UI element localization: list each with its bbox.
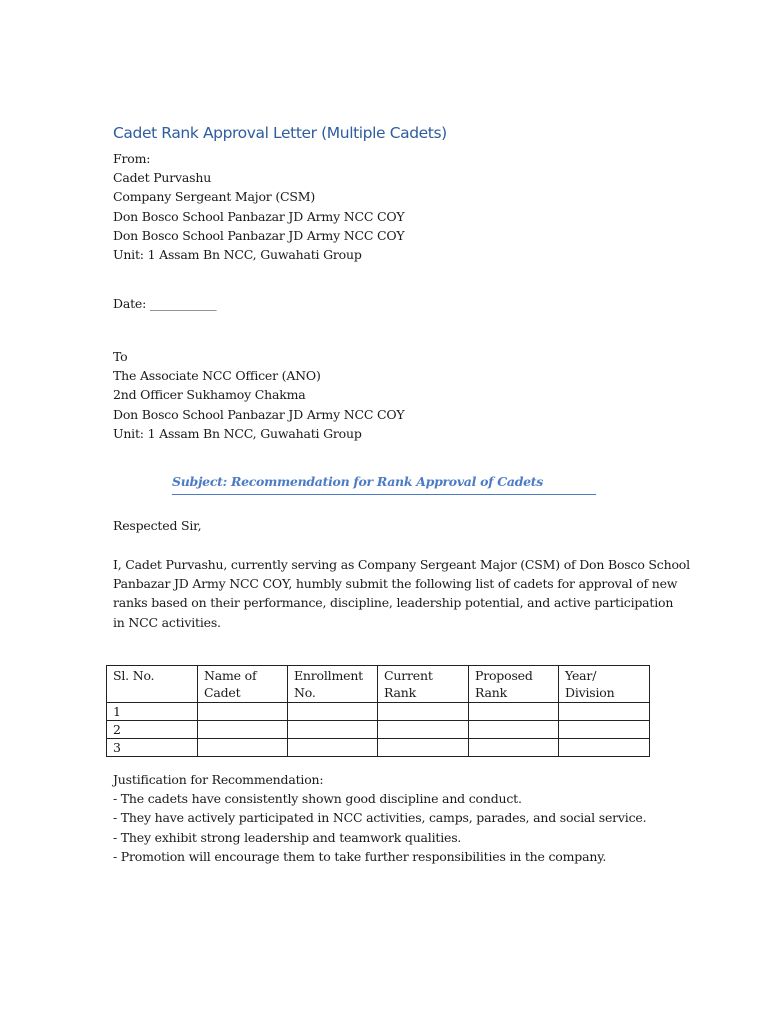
to-label: To bbox=[113, 349, 128, 364]
page-title: Cadet Rank Approval Letter (Multiple Cadets) bbox=[113, 124, 447, 142]
body-line: Panbazar JD Army NCC COY, humbly submit the following list of cadets for approval of new bbox=[113, 576, 678, 592]
from-line: Company Sergeant Major (CSM) bbox=[113, 189, 315, 205]
table-cell bbox=[198, 703, 288, 721]
header-enrollment-no: Enrollment No. bbox=[288, 666, 378, 703]
table-cell: 1 bbox=[107, 703, 198, 721]
justification-block bbox=[113, 770, 646, 866]
table-cell bbox=[198, 721, 288, 739]
body-line: in NCC activities. bbox=[113, 614, 221, 630]
subject-line: Subject: Recommendation for Rank Approval of Cadets bbox=[172, 474, 596, 495]
from-label: From: bbox=[113, 151, 151, 166]
table-cell bbox=[559, 721, 650, 739]
header-year-division: Year/ Division bbox=[559, 666, 650, 703]
table-cell bbox=[198, 739, 288, 757]
table-cell bbox=[469, 739, 559, 757]
table-cell bbox=[559, 703, 650, 721]
justification-point: - They have actively participated in NCC activities, camps, parades, and social service. bbox=[113, 810, 647, 826]
table-header-row bbox=[107, 666, 650, 703]
salutation: Respected Sir, bbox=[113, 518, 202, 533]
table-row bbox=[107, 721, 650, 739]
from-line: Cadet Purvashu bbox=[113, 170, 212, 186]
date-line: Date: ___________ bbox=[113, 296, 217, 311]
table-cell bbox=[288, 739, 378, 757]
header-proposed-rank: Proposed Rank bbox=[469, 666, 559, 703]
justification-heading: Justification for Recommendation: bbox=[113, 772, 324, 787]
table-cell bbox=[559, 739, 650, 757]
table-cell bbox=[469, 703, 559, 721]
table-cell bbox=[288, 703, 378, 721]
header-name-of-cadet: Name of Cadet bbox=[198, 666, 288, 703]
table-cell: 2 bbox=[107, 721, 198, 739]
from-line: Unit: 1 Assam Bn NCC, Guwahati Group bbox=[113, 246, 362, 262]
table-cell bbox=[378, 721, 469, 739]
body-line: I, Cadet Purvashu, currently serving as Company Sergeant Major (CSM) of Don Bosco School bbox=[113, 557, 690, 572]
header-current-rank: Current Rank bbox=[378, 666, 469, 703]
table-cell bbox=[469, 721, 559, 739]
justification-point: - They exhibit strong leadership and teamwork qualities. bbox=[113, 829, 462, 845]
to-line: Don Bosco School Panbazar JD Army NCC COY bbox=[113, 406, 405, 422]
table-cell bbox=[288, 721, 378, 739]
table-row bbox=[107, 703, 650, 721]
justification-point: - The cadets have consistently shown good discipline and conduct. bbox=[113, 791, 522, 807]
table-cell: 3 bbox=[107, 739, 198, 757]
cadet-table bbox=[106, 665, 650, 757]
table-cell bbox=[378, 703, 469, 721]
justification-point: - Promotion will encourage them to take further responsibilities in the company. bbox=[113, 848, 607, 864]
to-line: Unit: 1 Assam Bn NCC, Guwahati Group bbox=[113, 425, 362, 441]
table-cell bbox=[378, 739, 469, 757]
from-block bbox=[113, 149, 404, 264]
header-sl-no: Sl. No. bbox=[107, 666, 198, 703]
body-paragraph bbox=[113, 555, 690, 632]
to-block bbox=[113, 347, 404, 443]
from-line: Don Bosco School Panbazar JD Army NCC COY bbox=[113, 227, 405, 243]
to-line: The Associate NCC Officer (ANO) bbox=[113, 368, 321, 384]
to-line: 2nd Officer Sukhamoy Chakma bbox=[113, 387, 306, 403]
body-line: ranks based on their performance, discipline, leadership potential, and active participation bbox=[113, 595, 674, 611]
from-line: Don Bosco School Panbazar JD Army NCC COY bbox=[113, 208, 405, 224]
table-row bbox=[107, 739, 650, 757]
